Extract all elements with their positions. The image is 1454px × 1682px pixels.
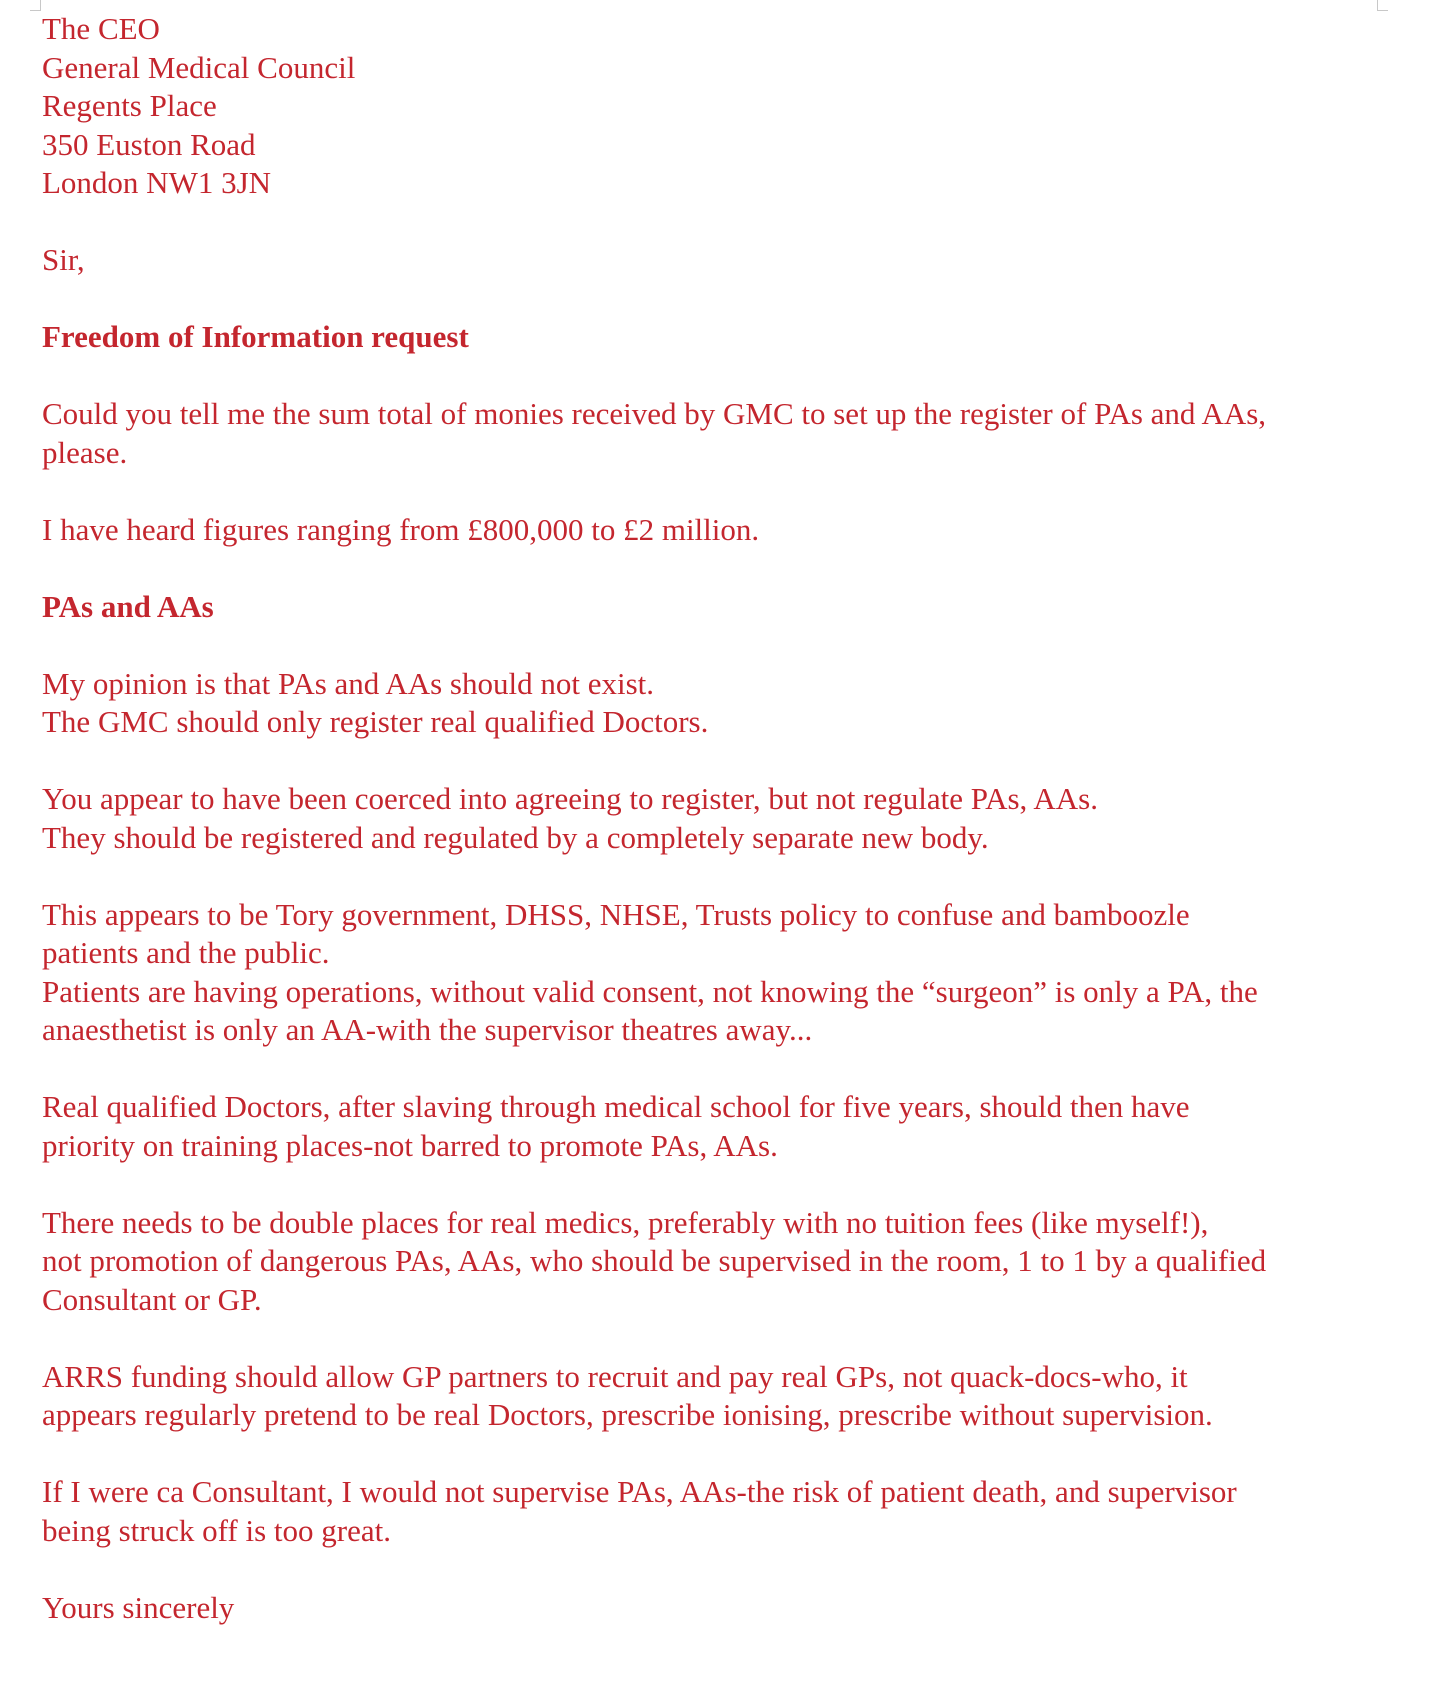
text-line: anaesthetist is only an AA-with the supervisor theatres away... [42, 1012, 813, 1047]
text-line: please. [42, 434, 128, 470]
paragraph-coerced [42, 780, 1382, 857]
heading-pas-and-aas: PAs and AAs [42, 588, 214, 624]
paragraph-policy [42, 896, 1382, 1050]
text-line: This appears to be Tory government, DHSS, NHSE, Trusts policy to confuse and bamboozle [42, 896, 1190, 932]
salutation: Sir, [42, 242, 85, 277]
text-line: Patients are having operations, without valid consent, not knowing the “surgeon” is only a PA, the [42, 973, 1258, 1009]
paragraph-arrs [42, 1358, 1382, 1435]
text-line: My opinion is that PAs and AAs should not exist. [42, 665, 655, 701]
text-line: Real qualified Doctors, after slaving through medical school for five years, should then have [42, 1089, 1190, 1124]
letter-body [42, 10, 1382, 1627]
text-line: You appear to have been coerced into agreeing to register, but not regulate PAs, AAs. [42, 781, 1098, 816]
text-line: being struck off is too great. [42, 1512, 391, 1548]
address-line: London NW1 3JN [42, 165, 272, 200]
paragraph-places [42, 1204, 1382, 1320]
text-line: patients and the public. [42, 935, 330, 970]
text-line: appears regularly pretend to be real Doctors, prescribe ionising, prescribe without supervision. [42, 1397, 1213, 1432]
text-line: priority on training places-not barred to promote PAs, AAs. [42, 1127, 778, 1163]
recipient-address [42, 10, 1382, 203]
closing: Yours sincerely [42, 1589, 235, 1625]
heading-foi-request: Freedom of Information request [42, 319, 469, 354]
text-line: Could you tell me the sum total of monies received by GMC to set up the register of PAs and AAs, [42, 396, 1267, 431]
text-line: ARRS funding should allow GP partners to recruit and pay real GPs, not quack-docs-who, it [42, 1358, 1188, 1394]
address-line: General Medical Council [42, 49, 356, 85]
text-line: The GMC should only register real qualified Doctors. [42, 704, 709, 739]
paragraph-opinion [42, 665, 1382, 742]
text-line: If I were ca Consultant, I would not supervise PAs, AAs-the risk of patient death, and supervisor [42, 1474, 1237, 1509]
address-line: The CEO [42, 11, 160, 46]
paragraph-training [42, 1088, 1382, 1165]
text-line: They should be registered and regulated by a completely separate new body. [42, 819, 989, 855]
page-corner-mark-left [30, 0, 41, 11]
address-line: Regents Place [42, 88, 217, 123]
address-line: 350 Euston Road [42, 126, 256, 162]
text-line: not promotion of dangerous PAs, AAs, who should be supervised in the room, 1 to 1 by a qualified [42, 1243, 1267, 1278]
paragraph-figures: I have heard figures ranging from £800,000 to £2 million. [42, 511, 760, 547]
paragraph-request [42, 395, 1382, 472]
paragraph-consultant [42, 1473, 1382, 1550]
text-line: There needs to be double places for real medics, preferably with no tuition fees (like myself!), [42, 1204, 1209, 1240]
text-line: Consultant or GP. [42, 1281, 262, 1317]
